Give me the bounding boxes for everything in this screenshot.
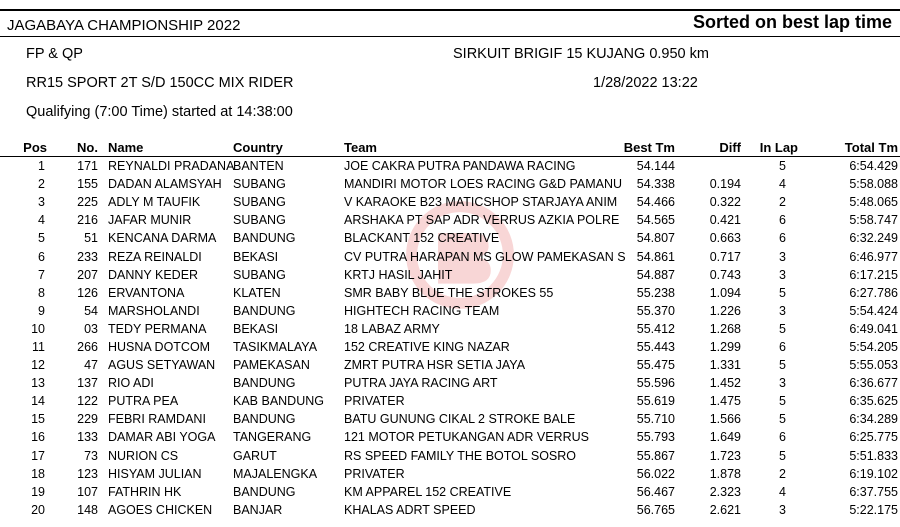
cell-in-lap: 2 [779,466,786,481]
cell-best-time: 55.596 [636,376,675,391]
cell-name: ERVANTONA [108,285,185,300]
cell-team: JOE CAKRA PUTRA PANDAWA RACING [344,159,576,174]
cell-pos: 13 [31,376,45,391]
cell-pos: 3 [38,195,45,210]
cell-name: FATHRIN HK [108,484,182,499]
cell-no: 107 [77,484,98,499]
table-row [0,211,900,229]
cell-in-lap: 4 [779,177,786,192]
cell-country: SUBANG [233,267,286,282]
cell-pos: 5 [38,231,45,246]
cell-diff: 2.621 [709,502,741,517]
cell-name: AGOES CHICKEN [108,502,213,517]
cell-in-lap: 5 [779,285,786,300]
cell-best-time: 54.338 [636,177,675,192]
results-table [0,133,900,519]
cell-in-lap: 2 [779,195,786,210]
cell-best-time: 54.565 [636,213,675,228]
cell-no: 225 [77,195,98,210]
cell-team: PRIVATER [344,466,405,481]
col-country: Country [224,133,334,157]
cell-best-time: 55.443 [636,339,675,354]
cell-pos: 15 [31,412,45,427]
cell-pos: 11 [32,339,45,354]
table-row [0,229,900,247]
cell-country: PAMEKASAN [233,358,310,373]
cell-team: HIGHTECH RACING TEAM [344,303,500,318]
cell-country: BANDUNG [233,376,296,391]
cell-team: KHALAS ADRT SPEED [344,502,476,517]
cell-pos: 9 [38,303,45,318]
cell-diff: 1.723 [709,448,741,463]
cell-team: 121 MOTOR PETUKANGAN ADR VERRUS [344,430,589,445]
cell-total-time: 6:32.249 [849,231,898,246]
cell-total-time: 6:49.041 [849,321,898,336]
cell-pos: 20 [31,502,45,517]
cell-in-lap: 5 [779,394,786,409]
cell-no: 148 [77,502,98,517]
cell-diff: 1.878 [709,466,741,481]
cell-total-time: 6:46.977 [849,249,898,264]
cell-pos: 10 [31,321,45,336]
cell-best-time: 56.765 [636,502,675,517]
cell-pos: 17 [31,448,45,463]
qualifying-label: Qualifying (7:00 Time) started at 14:38:00 [26,104,293,120]
cell-diff: 0.663 [709,231,741,246]
cell-in-lap: 3 [779,502,786,517]
cell-best-time: 54.861 [636,249,675,264]
cell-name: ADLY M TAUFIK [108,195,201,210]
cell-best-time: 54.807 [636,231,675,246]
cell-name: REZA REINALDI [108,249,202,264]
cell-name: AGUS SETYAWAN [108,358,216,373]
cell-no: 171 [77,159,98,174]
cell-no: 233 [77,249,98,264]
cell-best-time: 54.466 [636,195,675,210]
cell-best-time: 55.867 [636,448,675,463]
table-row [0,392,900,410]
cell-team: 18 LABAZ ARMY [344,321,440,336]
cell-pos: 6 [38,249,45,264]
cell-pos: 19 [31,484,45,499]
cell-no: 03 [84,321,98,336]
cell-best-time: 55.370 [636,303,675,318]
cell-country: BANDUNG [233,412,296,427]
cell-team: V KARAOKE B23 MATICSHOP STARJAYA ANIM [344,195,618,210]
cell-in-lap: 5 [779,358,786,373]
cell-total-time: 6:35.625 [849,394,898,409]
cell-diff: 1.299 [709,339,741,354]
cell-no: 155 [77,177,98,192]
cell-diff: 1.331 [709,358,741,373]
cell-diff: 1.475 [709,394,741,409]
table-row [0,266,900,284]
cell-country: BANDUNG [233,231,296,246]
cell-diff: 0.743 [709,267,741,282]
cell-name: REYNALDI PRADANA [108,159,235,174]
cell-country: KLATEN [233,285,281,300]
table-row [0,157,900,176]
cell-total-time: 6:19.102 [849,466,898,481]
table-row [0,428,900,446]
cell-total-time: 5:58.088 [849,177,898,192]
col-team: Team [334,133,594,157]
cell-best-time: 55.238 [636,285,675,300]
cell-team: ZMRT PUTRA HSR SETIA JAYA [344,358,526,373]
cell-team: MANDIRI MOTOR LOES RACING G&D PAMANU [344,177,623,192]
table-row [0,320,900,338]
table-row [0,193,900,211]
cell-name: JAFAR MUNIR [108,213,192,228]
cell-in-lap: 6 [779,213,786,228]
table-row [0,447,900,465]
cell-diff [675,157,741,176]
cell-team: PRIVATER [344,394,405,409]
cell-best-time: 55.619 [636,394,675,409]
cell-in-lap: 6 [779,430,786,445]
cell-best-time: 55.412 [636,321,675,336]
cell-name: NURION CS [108,448,179,463]
cell-no: 133 [77,430,98,445]
cell-best-time: 54.144 [636,159,675,174]
cell-diff: 1.226 [709,303,741,318]
cell-team: RS SPEED FAMILY THE BOTOL SOSRO [344,448,577,463]
table-row [0,356,900,374]
cell-diff: 1.452 [709,376,741,391]
cell-no: 47 [84,358,98,373]
session-label: FP & QP [26,46,83,62]
cell-no: 73 [84,448,98,463]
cell-no: 207 [77,267,98,282]
cell-total-time: 5:55.053 [849,358,898,373]
table-row [0,247,900,265]
championship-title: JAGABAYA CHAMPIONSHIP 2022 [7,17,241,34]
cell-diff: 1.649 [709,430,741,445]
cell-name: DANNY KEDER [108,267,199,282]
cell-best-time: 55.793 [636,430,675,445]
cell-country: SUBANG [233,177,286,192]
cell-name: RIO ADI [108,376,154,391]
cell-name: DAMAR ABI YOGA [108,430,216,445]
cell-team: KM APPAREL 152 CREATIVE [344,484,512,499]
col-in-lap: In Lap [741,133,798,157]
cell-total-time: 5:51.833 [849,448,898,463]
cell-no: 126 [77,285,98,300]
cell-total-time: 5:48.065 [849,195,898,210]
cell-name: FEBRI RAMDANI [108,412,206,427]
cell-country: BANTEN [233,159,284,174]
cell-country: TASIKMALAYA [233,339,318,354]
cell-best-time: 54.887 [636,267,675,282]
cell-total-time: 6:36.677 [849,376,898,391]
cell-team: BATU GUNUNG CIKAL 2 STROKE BALE [344,412,576,427]
cell-in-lap: 4 [779,484,786,499]
cell-total-time: 6:34.289 [849,412,898,427]
cell-country: SUBANG [233,195,286,210]
cell-pos: 2 [38,177,45,192]
cell-in-lap: 5 [779,321,786,336]
cell-in-lap: 6 [779,231,786,246]
table-row [0,483,900,501]
table-row [0,302,900,320]
table-row [0,374,900,392]
cell-diff: 0.322 [709,195,741,210]
cell-no: 266 [77,339,98,354]
cell-in-lap: 3 [779,376,786,391]
cell-best-time: 56.022 [636,466,675,481]
cell-total-time: 6:37.755 [849,484,898,499]
cell-no: 54 [84,303,98,318]
cell-country: MAJALENGKA [233,466,318,481]
cell-country: BANDUNG [233,303,296,318]
col-total-time: Total Tm [798,133,900,157]
header-row [0,133,900,157]
cell-team: CV PUTRA HARAPAN MS GLOW PAMEKASAN S [344,249,626,264]
cell-total-time: 5:54.205 [849,339,898,354]
cell-total-time: 6:27.786 [849,285,898,300]
col-name: Name [98,133,224,157]
cell-total-time: 5:22.175 [849,502,898,517]
cell-name: HISYAM JULIAN [108,466,202,481]
cell-diff: 1.268 [709,321,741,336]
cell-team: ARSHAKA PT SAP ADR VERRUS AZKIA POLRE [344,213,620,228]
cell-pos: 4 [38,213,45,228]
cell-total-time: 6:17.215 [849,267,898,282]
cell-name: TEDY PERMANA [108,321,207,336]
cell-diff: 2.323 [709,484,741,499]
cell-name: HUSNA DOTCOM [108,339,211,354]
cell-pos: 14 [31,394,45,409]
cell-pos: 16 [31,430,45,445]
cell-name: PUTRA PEA [108,394,179,409]
cell-team: 152 CREATIVE KING NAZAR [344,339,510,354]
cell-team: BLACKANT 152 CREATIVE [344,231,500,246]
cell-no: 122 [77,394,98,409]
cell-no: 123 [77,466,98,481]
cell-pos: 7 [38,267,45,282]
cell-best-time: 56.467 [636,484,675,499]
table-row [0,501,900,519]
sort-note: Sorted on best lap time [692,12,892,32]
cell-diff: 0.717 [709,249,741,264]
cell-in-lap: 3 [779,267,786,282]
table-row [0,338,900,356]
circuit-label: SIRKUIT BRIGIF 15 KUJANG 0.950 km [453,46,709,62]
cell-country: BANDUNG [233,484,296,499]
cell-best-time: 55.475 [636,358,675,373]
cell-team: PUTRA JAYA RACING ART [344,376,498,391]
cell-no: 229 [77,412,98,427]
cell-country: TANGERANG [233,430,312,445]
class-label: RR15 SPORT 2T S/D 150CC MIX RIDER [26,75,294,91]
cell-total-time: 5:54.424 [849,303,898,318]
cell-team: KRTJ HASIL JAHIT [344,267,453,282]
cell-in-lap: 3 [779,249,786,264]
cell-in-lap: 5 [779,159,786,174]
cell-total-time: 5:58.747 [849,213,898,228]
header-rule [0,36,900,37]
cell-pos: 12 [31,358,45,373]
cell-diff: 0.194 [709,177,741,192]
cell-pos: 18 [31,466,45,481]
table-row [0,410,900,428]
cell-team: SMR BABY BLUE THE STROKES 55 [344,285,554,300]
cell-pos: 1 [38,159,45,174]
cell-total-time: 6:25.775 [849,430,898,445]
cell-pos: 8 [38,285,45,300]
cell-in-lap: 5 [779,412,786,427]
col-no: No. [47,133,98,157]
cell-in-lap: 6 [779,339,786,354]
cell-no: 137 [77,376,98,391]
cell-country: SUBANG [233,213,286,228]
col-best-time: Best Tm [594,133,675,157]
cell-country: KAB BANDUNG [233,394,324,409]
col-pos: Pos [0,133,47,157]
top-rule [0,9,900,11]
table-row [0,284,900,302]
cell-diff: 1.094 [709,285,741,300]
cell-in-lap: 3 [779,303,786,318]
cell-in-lap: 5 [779,448,786,463]
cell-name: KENCANA DARMA [108,231,217,246]
cell-name: DADAN ALAMSYAH [108,177,222,192]
cell-name: MARSHOLANDI [108,303,200,318]
cell-no: 51 [84,231,98,246]
cell-diff: 0.421 [709,213,741,228]
table-row [0,175,900,193]
cell-country: BEKASI [233,321,279,336]
cell-country: GARUT [233,448,277,463]
col-diff: Diff [675,133,741,157]
cell-no: 216 [77,213,98,228]
cell-total-time: 6:54.429 [849,159,898,174]
table-row [0,465,900,483]
datetime-label: 1/28/2022 13:22 [593,75,698,91]
cell-diff: 1.566 [709,412,741,427]
cell-country: BANJAR [233,502,283,517]
cell-best-time: 55.710 [636,412,675,427]
cell-country: BEKASI [233,249,279,264]
